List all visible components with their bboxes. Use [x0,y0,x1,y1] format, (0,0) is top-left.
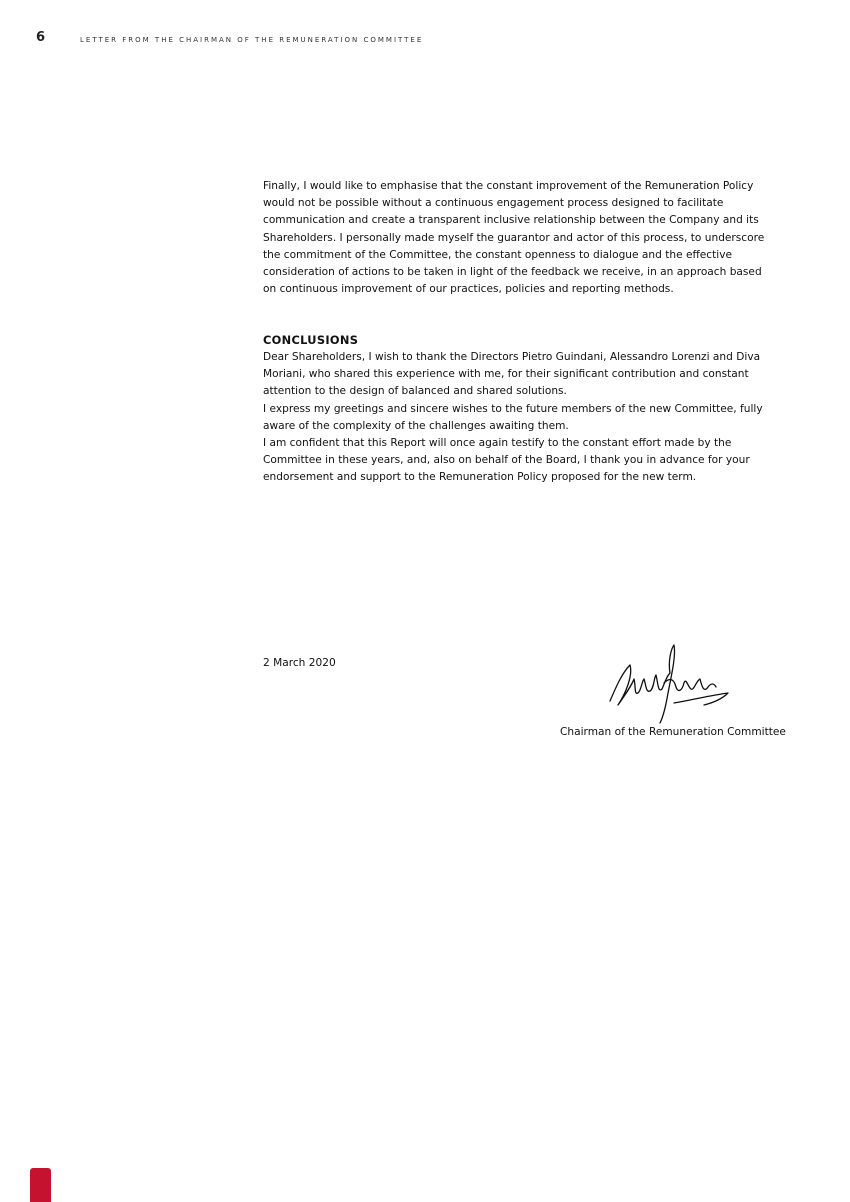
letter-date: 2 March 2020 [263,657,336,669]
conclusions-section [263,332,773,487]
signature-caption: Chairman of the Remuneration Committee [560,726,786,738]
conclusions-paragraph-confidence: I am confident that this Report will once again testify to the constant effort made by the Committee in these years, and, also on behalf of the Board, I thank you in advance for your endorsement and support to the Remuneration Policy proposed for the new term. [263,437,750,484]
conclusions-paragraph-greetings: I express my greetings and sincere wishes to the future members of the new Committee, fully aware of the complexity of the challenges awaiting them. [263,402,763,432]
page-corner-tab [30,1168,51,1202]
running-header: LETTER FROM THE CHAIRMAN OF THE REMUNERATION COMMITTEE [80,36,424,44]
engagement-paragraph [263,178,773,298]
engagement-paragraph-text: Finally, I would like to emphasise that the constant improvement of the Remuneration Policy would not be possible without a continuous engagement process designed to facilitate communication and create a transparent inclusive relationship between the Company and its Shareholders. I personally made myself the guarantor and actor of this process, to underscore the commitment of the Committee, the constant openness to dialogue and the effective consideration of actions to be taken in light of the feedback we receive, in an approach based on continuous improvement of our practices, policies and reporting methods. [263,180,765,296]
page-number: 6 [36,30,46,45]
conclusions-heading: CONCLUSIONS [263,333,359,347]
conclusions-paragraph-thanks: Dear Shareholders, I wish to thank the Directors Pietro Guindani, Alessandro Lorenzi and Diva Moriani, who shared this experience with me, for their significant contribution and constant attention to the design of balanced and shared solutions. [263,351,761,398]
signature-image [608,643,732,725]
